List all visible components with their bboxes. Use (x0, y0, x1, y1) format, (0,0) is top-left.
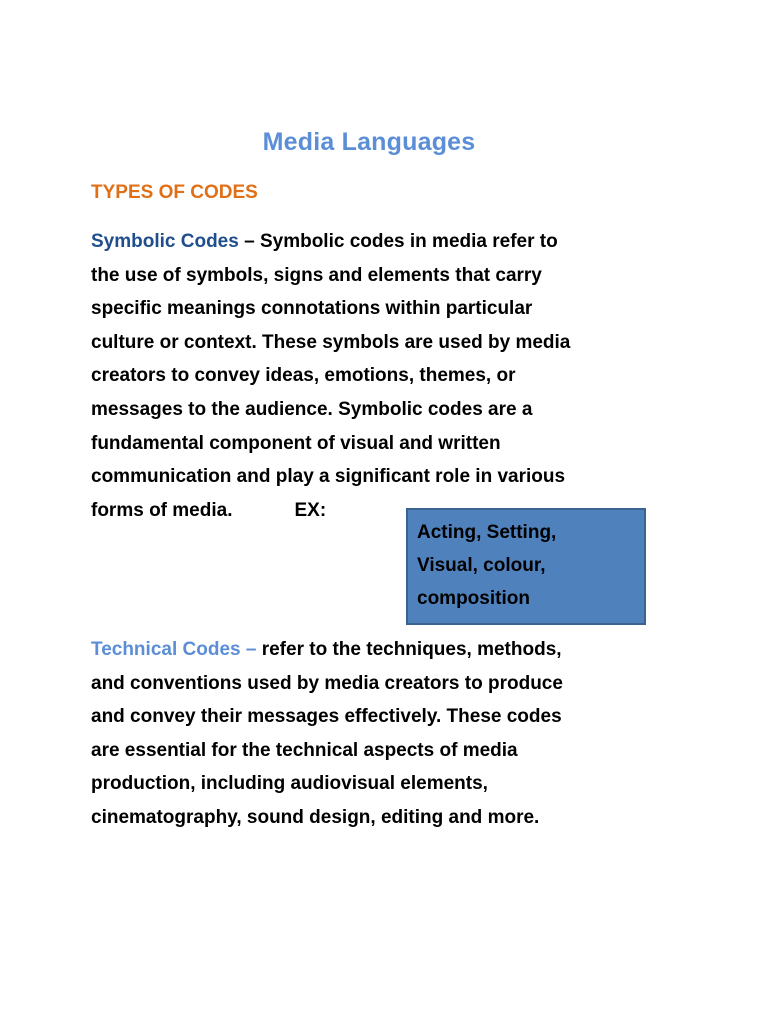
technical-codes-paragraph (91, 633, 691, 835)
technical-codes-dash: – (240, 639, 262, 660)
paragraph-line: production, including audiovisual elements, (91, 773, 488, 795)
paragraph-line: cinematography, sound design, editing and more. (91, 806, 540, 828)
paragraph-line-text: refer to the techniques, methods, (261, 639, 562, 660)
paragraph-line: fundamental component of visual and written (91, 432, 501, 454)
example-box-line: composition (417, 588, 530, 609)
paragraph-line: specific meanings connotations within particular (91, 298, 533, 320)
example-box-line: Acting, Setting, (417, 522, 557, 543)
page-title: Media Languages (262, 128, 476, 156)
paragraph-line: communication and play a significant role in various (91, 466, 566, 488)
paragraph-line: the use of symbols, signs and elements that carry (91, 264, 542, 286)
symbolic-codes-paragraph (91, 225, 691, 527)
paragraph-line: and convey their messages effectively. These codes (91, 706, 562, 728)
paragraph-line-text: – Symbolic codes in media refer to (238, 231, 558, 252)
example-box-line: Visual, colour, (417, 555, 546, 576)
section-heading: TYPES OF CODES (91, 182, 258, 203)
paragraph-line (91, 225, 691, 259)
example-box (406, 508, 646, 625)
paragraph-line (91, 633, 691, 667)
paragraph-line: creators to convey ideas, emotions, themes, or (91, 365, 516, 387)
paragraph-line: culture or context. These symbols are used by media (91, 331, 571, 353)
paragraph-line: messages to the audience. Symbolic codes are a (91, 398, 533, 420)
paragraph-line: are essential for the technical aspects of media (91, 739, 518, 761)
technical-codes-term: Technical Codes (91, 639, 241, 660)
paragraph-line: and conventions used by media creators to produce (91, 672, 563, 694)
paragraph-line-text: forms of media. (91, 499, 233, 521)
example-label: EX: (294, 499, 327, 521)
symbolic-codes-term: Symbolic Codes (91, 231, 239, 252)
